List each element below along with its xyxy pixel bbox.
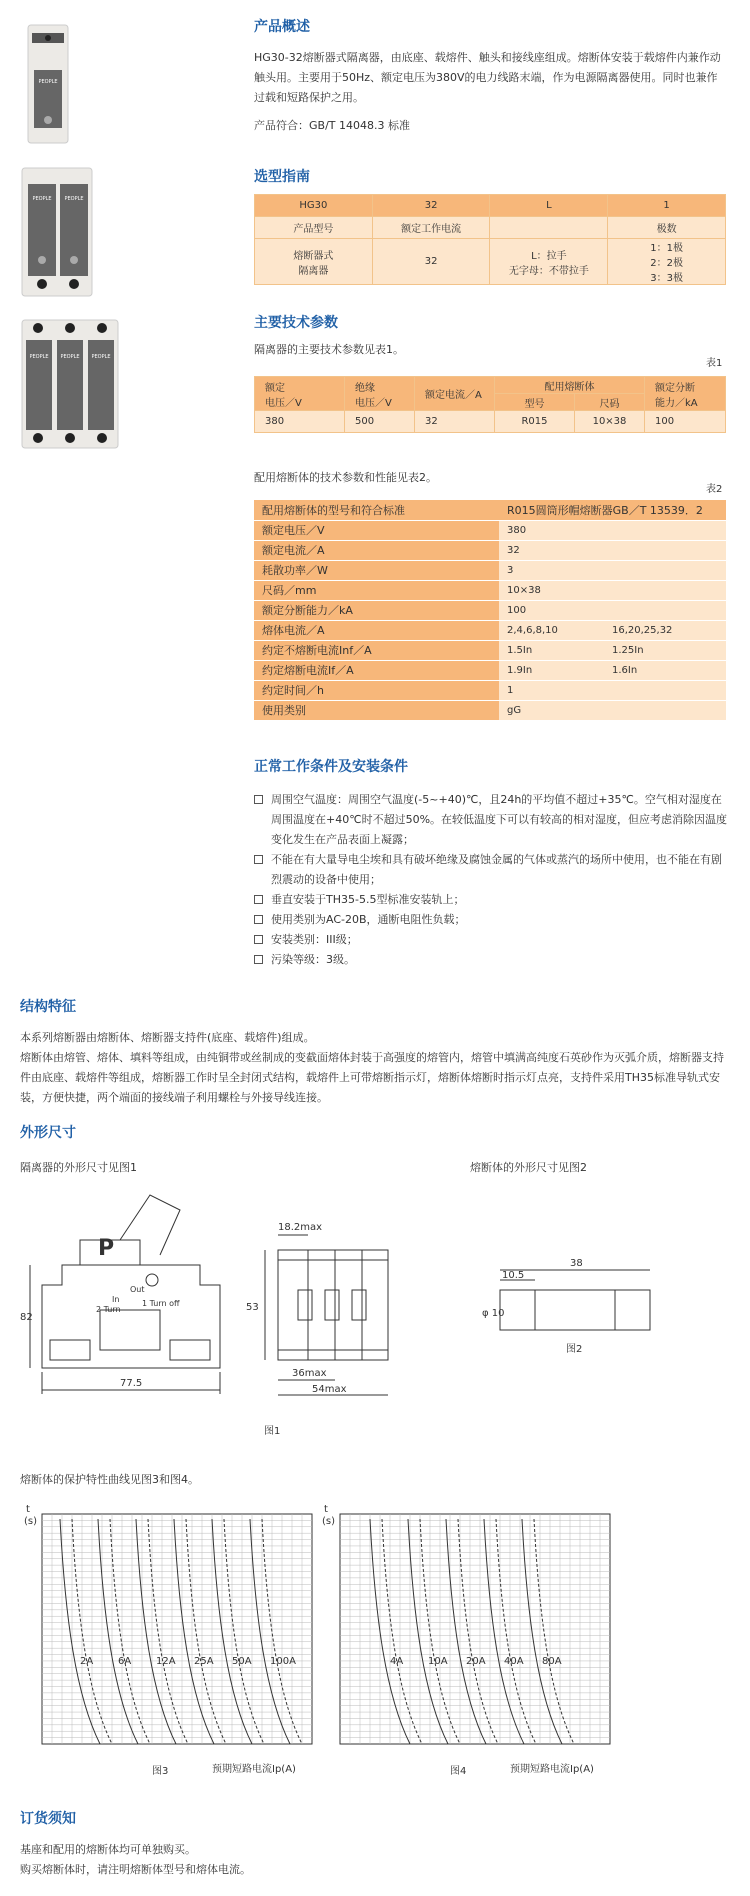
params-title: 主要技术参数 [254,315,338,331]
x-axis-label: 预期短路电流Ip(A) [510,1764,594,1775]
condition-item [254,790,728,850]
fuse-value-2: 16,20,25,32 [604,620,726,640]
fuse-value-2 [604,540,726,560]
curve-line [522,1519,562,1744]
dim-775: 77.5 [120,1378,143,1389]
structure-p1: 本系列熔断器由熔断体、熔断器支持件(底座、载熔件)组成。 [20,1031,315,1044]
dimension-drawings [20,1180,740,1450]
figure-caption: 图3 [152,1766,169,1777]
fuse-row [254,560,726,580]
brand-text: PEOPLE [29,354,49,360]
brand-text: PEOPLE [60,354,80,360]
selection-title: 选型指南 [254,169,310,185]
fuse-value: R015圆筒形帽熔断器GB／T 13539．2 [499,500,726,520]
sel-r1c3: L [490,195,608,217]
fuse-value: 32 [499,540,604,560]
curve-label: 100A [270,1656,296,1667]
product-photo-3p [20,320,120,450]
fig2-caption: 图2 [566,1344,583,1355]
structure-p2: 熔断体由熔管、熔体、填料等组成，由纯铜带或丝制成的变截面熔体封装于高强度的熔管内，熔管中填满高纯度石英砂作为灭弧介质，熔断器支持件由底座、载熔件等组成，熔断器工作时呈全封闭式结构，载熔件上可带熔断指示灯，熔断体熔断时指示灯点亮，支持件采用TH35标准导轨式安装，方便快捷，两个端面的接线端子利用螺栓与外接导线连接。 [20,1051,724,1104]
par-h5: 额定分断 能力／kA [645,377,726,411]
structure-title: 结构特征 [20,999,76,1015]
fuse-row [254,680,726,700]
overview-body: HG30-32熔断器式隔离器，由底座、载熔件、触头和接线座组成。熔断体安装于载熔件内兼作动触头用。主要用于50Hz、额定电压为380V的电力线路末端，作为电源隔离器使用。同时也兼作过载和短路保护之用。 [254,51,721,104]
condition-item [254,850,728,890]
turn2-label: 2 Turn [96,1305,121,1314]
par-v4: R015 [495,411,575,433]
curve-label: 80A [542,1656,562,1667]
fuse-value-2 [604,700,726,720]
curve-label: 4A [390,1656,404,1667]
curve-label: 40A [504,1656,524,1667]
order-line-2: 购买熔断体时，请注明熔断体型号和熔体电流。 [20,1863,251,1876]
par-v6: 100 [645,411,726,433]
fuse-key: 约定时间／h [254,680,499,700]
fuse-value: 10×38 [499,580,604,600]
checkbox-icon [254,955,263,964]
dim-38: 38 [570,1258,583,1269]
condition-item [254,950,728,970]
checkbox-icon [254,855,263,864]
par-v2: 500 [345,411,415,433]
par-v3: 32 [415,411,495,433]
fuse-row [254,660,726,680]
sel-r2c1: 产品型号 [255,217,373,239]
fuse-value: 380 [499,520,604,540]
brand-logo: P [98,1236,115,1261]
curves-intro: 熔断体的保护特性曲线见图3和图4。 [20,1473,199,1486]
curve-label: 20A [466,1656,486,1667]
sel-r1c2: 32 [372,195,490,217]
x-axis-label: 预期短路电流Ip(A) [212,1764,296,1775]
curve-line-dashed [382,1519,422,1744]
fuse-value: gG [499,700,604,720]
sel-r1c4: 1 [608,195,726,217]
condition-text: 垂直安装于TH35-5.5型标准安装轨上； [271,893,465,906]
sel-r2c2: 额定工作电流 [372,217,490,239]
checkbox-icon [254,795,263,804]
curve-label: 6A [118,1656,132,1667]
brand-text: PEOPLE [32,196,52,202]
fuse-value-2 [604,600,726,620]
brand-text: PEOPLE [91,354,111,360]
table1-label: 表1 [706,358,723,369]
fuse-table [254,500,726,721]
condition-item [254,930,728,950]
y-axis-unit: (s) [24,1516,38,1527]
fuse-row [254,600,726,620]
sel-r3c3: L：拉手 无字母：不带拉手 [490,239,608,285]
fuse-row [254,640,726,660]
fuse-row [254,580,726,600]
fuse-row [254,620,726,640]
fuse-value-2: 1.25In [604,640,726,660]
in-label: In [112,1295,120,1304]
params-intro: 隔离器的主要技术参数见表1。 [254,343,404,356]
fuse-value-2 [604,680,726,700]
curve-label: 10A [428,1656,448,1667]
dims-title: 外形尺寸 [20,1125,76,1141]
sel-r3c4: 1：1极 2：2极 3：3极 [608,239,726,285]
par-sh1: 型号 [495,394,575,411]
fuse-intro: 配用熔断体的技术参数和性能见表2。 [254,471,437,484]
characteristic-curves [20,1494,740,1777]
overview-title: 产品概述 [254,19,310,35]
par-v5: 10×38 [575,411,645,433]
fuse-row [254,520,726,540]
fuse-value-2: 1.6In [604,660,726,680]
dims-left-caption: 隔离器的外形尺寸见图1 [20,1161,137,1174]
fuse-value: 1.9In [499,660,604,680]
dim-53: 53 [246,1302,259,1313]
params-table [254,376,726,433]
dim-10: φ 10 [482,1308,505,1319]
fuse-key: 使用类别 [254,700,499,720]
condition-text: 周围空气温度：周围空气温度(-5~+40)℃，且24h的平均值不超过+35℃。空气相对湿度在周围温度在+40℃时不超过50%。在较低温度下可以有较高的相对湿度，但应考虑消除因温度变化发生在产品表面上凝露； [271,793,728,846]
fuse-value: 1 [499,680,604,700]
par-sh2: 尺码 [575,394,645,411]
dim-54: 54max [312,1384,347,1395]
product-photo-2p [20,168,95,298]
curve-label: 12A [156,1656,176,1667]
table2-label: 表2 [706,484,723,495]
curve-label: 25A [194,1656,214,1667]
y-axis-unit: (s) [322,1516,336,1527]
curve-line-dashed [224,1519,264,1744]
condition-text: 不能在有大量导电尘埃和具有破坏绝缘及腐蚀金属的气体或蒸汽的场所中使用，也不能在有剧烈震动的设备中使用； [271,853,722,886]
fuse-key: 尺码／mm [254,580,499,600]
fuse-key: 熔体电流／A [254,620,499,640]
par-h2: 绝缘 电压／V [345,377,415,411]
dim-36: 36max [292,1368,327,1379]
condition-item [254,890,728,910]
curve-line [250,1519,290,1744]
fuse-row [254,500,726,520]
overview-standard: 产品符合：GB/T 14048.3 标准 [254,119,410,132]
fuse-key: 额定电压／V [254,520,499,540]
fuse-value: 100 [499,600,604,620]
checkbox-icon [254,915,263,924]
checkbox-icon [254,935,263,944]
fuse-key: 耗散功率／W [254,560,499,580]
curve-line [408,1519,448,1744]
curve-label: 50A [232,1656,252,1667]
curve-line-dashed [458,1519,498,1744]
order-line-1: 基座和配用的熔断体均可单独购买。 [20,1843,196,1856]
dim-182: 18.2max [278,1222,323,1233]
fuse-value-2 [604,520,726,540]
curve-line [174,1519,214,1744]
curve-label: 2A [80,1656,94,1667]
fuse-key: 额定分断能力／kA [254,600,499,620]
fuse-value: 1.5In [499,640,604,660]
dim-82: 82 [20,1312,33,1323]
par-h1: 额定 电压／V [255,377,345,411]
sel-r1c1: HG30 [255,195,373,217]
par-h3: 额定电流／A [415,377,495,411]
checkbox-icon [254,895,263,904]
par-v1: 380 [255,411,345,433]
fuse-key: 约定熔断电流If／A [254,660,499,680]
fuse-value: 3 [499,560,604,580]
brand-text: PEOPLE [64,196,84,202]
turn1-label: 1 Turn off [142,1299,180,1308]
par-h4: 配用熔断体 [495,377,645,394]
condition-text: 使用类别为AC-20B，通断电阻性负载； [271,913,466,926]
y-axis-label: t [324,1504,328,1515]
fuse-row [254,700,726,720]
out-label: Out [130,1285,145,1294]
y-axis-label: t [26,1504,30,1515]
fig1-caption: 图1 [264,1426,281,1437]
conditions-list [254,790,728,970]
dims-right-caption: 熔断体的外形尺寸见图2 [470,1161,587,1174]
fuse-row [254,540,726,560]
condition-item [254,910,728,930]
fuse-value-2 [604,580,726,600]
dim-105: 10.5 [502,1270,525,1281]
fuse-value-2 [604,560,726,580]
figure-caption: 图4 [450,1766,467,1777]
sel-r3c2: 32 [372,239,490,285]
order-title: 订货须知 [20,1811,76,1827]
fuse-key: 配用熔断体的型号和符合标准 [254,500,499,520]
fuse-key: 约定不熔断电流Inf／A [254,640,499,660]
fuse-key: 额定电流／A [254,540,499,560]
condition-text: 污染等级：3级。 [271,953,355,966]
fuse-value: 2,4,6,8,10 [499,620,604,640]
curve-line-dashed [110,1519,150,1744]
conditions-title: 正常工作条件及安装条件 [254,759,408,775]
condition-text: 安装类别：III级； [271,933,358,946]
sel-r2c4: 极数 [608,217,726,239]
product-photo-1p [20,25,75,145]
curve-line [60,1519,100,1744]
sel-r2c3 [490,217,608,239]
sel-r3c1: 熔断器式 隔离器 [255,239,373,285]
brand-text: PEOPLE [38,79,58,85]
selection-table [254,194,726,285]
